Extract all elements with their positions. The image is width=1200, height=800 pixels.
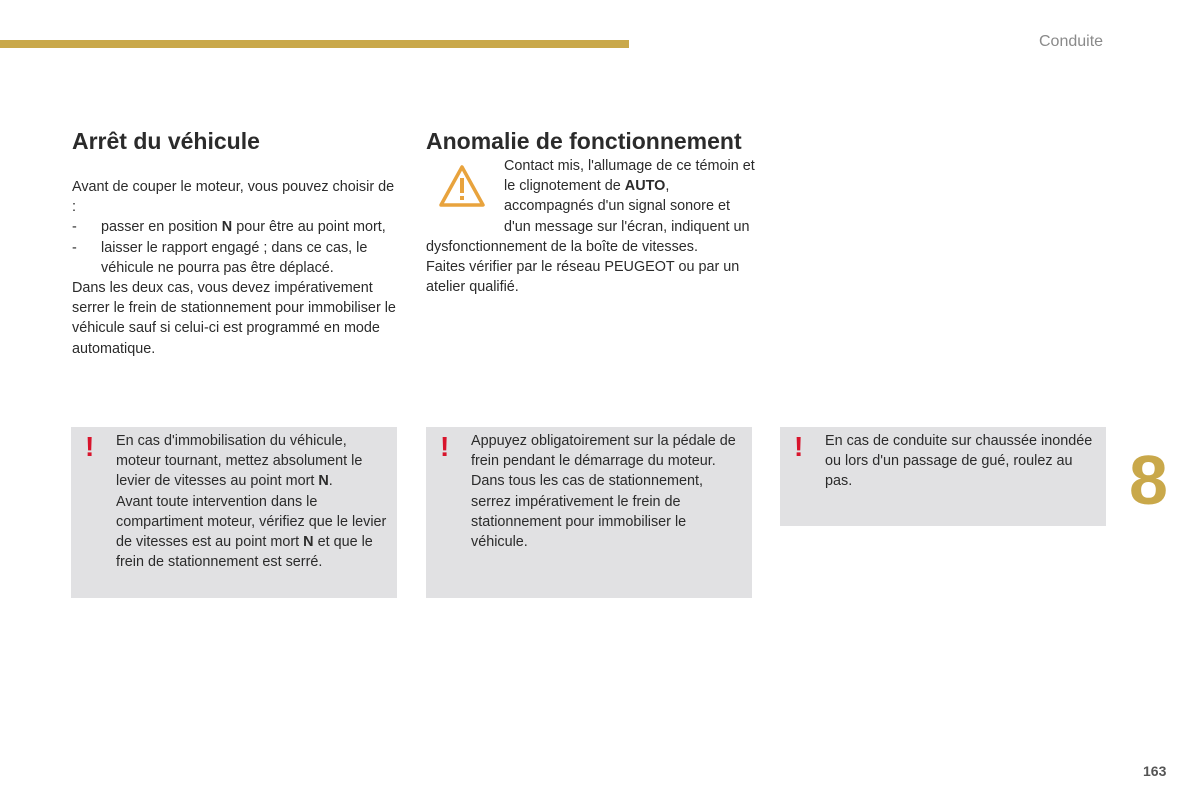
- list-text: passer en position: [101, 219, 222, 236]
- list-item: [72, 217, 402, 237]
- chapter-number: 8: [1129, 441, 1168, 519]
- list-item: [72, 238, 402, 278]
- notice-text-part: Avant toute intervention dans le compartiment moteur, vérifiez que le levier de vitesses est au point mort: [116, 493, 387, 551]
- header-accent-bar: [0, 40, 629, 48]
- notice-text-bold: N: [318, 473, 329, 490]
- notice-text: En cas de conduite sur chaussée inondée ou lors d'un passage de gué, roulez au pas.: [825, 433, 1093, 490]
- warning-triangle-icon: [426, 156, 504, 226]
- malfunction-text: [426, 156, 756, 297]
- notice-box: [71, 427, 397, 598]
- section-malfunction: [426, 129, 756, 297]
- section-heading: Arrêt du véhicule: [72, 128, 260, 154]
- notice-text-part: En cas d'immobilisation du véhicule, moteur tournant, mettez absolument le levier de vitesses au point mort: [116, 433, 363, 490]
- page-number: 163: [1143, 763, 1167, 779]
- list-text: laisser le rapport engagé ; dans ce cas, le véhicule ne pourra pas être déplacé.: [101, 239, 368, 276]
- exclamation-icon: !: [85, 431, 95, 462]
- notice-text-part: .: [328, 473, 333, 490]
- notice-text: [116, 431, 387, 492]
- notice-text-bold: N: [303, 534, 314, 551]
- list-dash: -: [72, 219, 77, 236]
- exclamation-icon: !: [794, 431, 804, 462]
- section-title: Conduite: [1039, 33, 1104, 50]
- intro-text: Avant de couper le moteur, vous pouvez choisir de :: [72, 179, 395, 216]
- notice-box: [426, 427, 752, 598]
- malfunction-advice: Faites vérifier par le réseau PEUGEOT ou par un atelier qualifié.: [426, 259, 740, 296]
- list-dash: -: [72, 239, 77, 256]
- malfunction-text-part: , accompagnés d'un signal sonore et d'un message sur l'écran, indiquent un dysfonctionnement de la boîte de vitesses.: [426, 178, 750, 255]
- section-heading: Anomalie de fonctionnement: [426, 128, 742, 154]
- outro-text: Dans les deux cas, vous devez impérativement serrer le frein de stationnement pour immobiliser le véhicule sauf si celui-ci est programmé en mode automatique.: [72, 280, 396, 357]
- exclamation-icon: !: [440, 431, 450, 462]
- section-vehicle-stop: [72, 129, 402, 359]
- list-text-bold: N: [221, 219, 233, 236]
- notice-text: Dans tous les cas de stationnement, serrez impérativement le frein de stationnement pour immobiliser le véhicule.: [471, 473, 703, 551]
- list-text: pour être au point mort,: [232, 219, 386, 236]
- notice-text-part: et que le frein de stationnement est serré.: [116, 534, 373, 571]
- notice-text: Appuyez obligatoirement sur la pédale de frein pendant le démarrage du moteur.: [471, 433, 736, 470]
- notice-text: [116, 492, 387, 573]
- malfunction-text-part: Contact mis, l'allumage de ce témoin et le clignotement de: [504, 158, 755, 195]
- notice-box: [780, 427, 1106, 526]
- malfunction-text-bold: AUTO: [624, 178, 666, 195]
